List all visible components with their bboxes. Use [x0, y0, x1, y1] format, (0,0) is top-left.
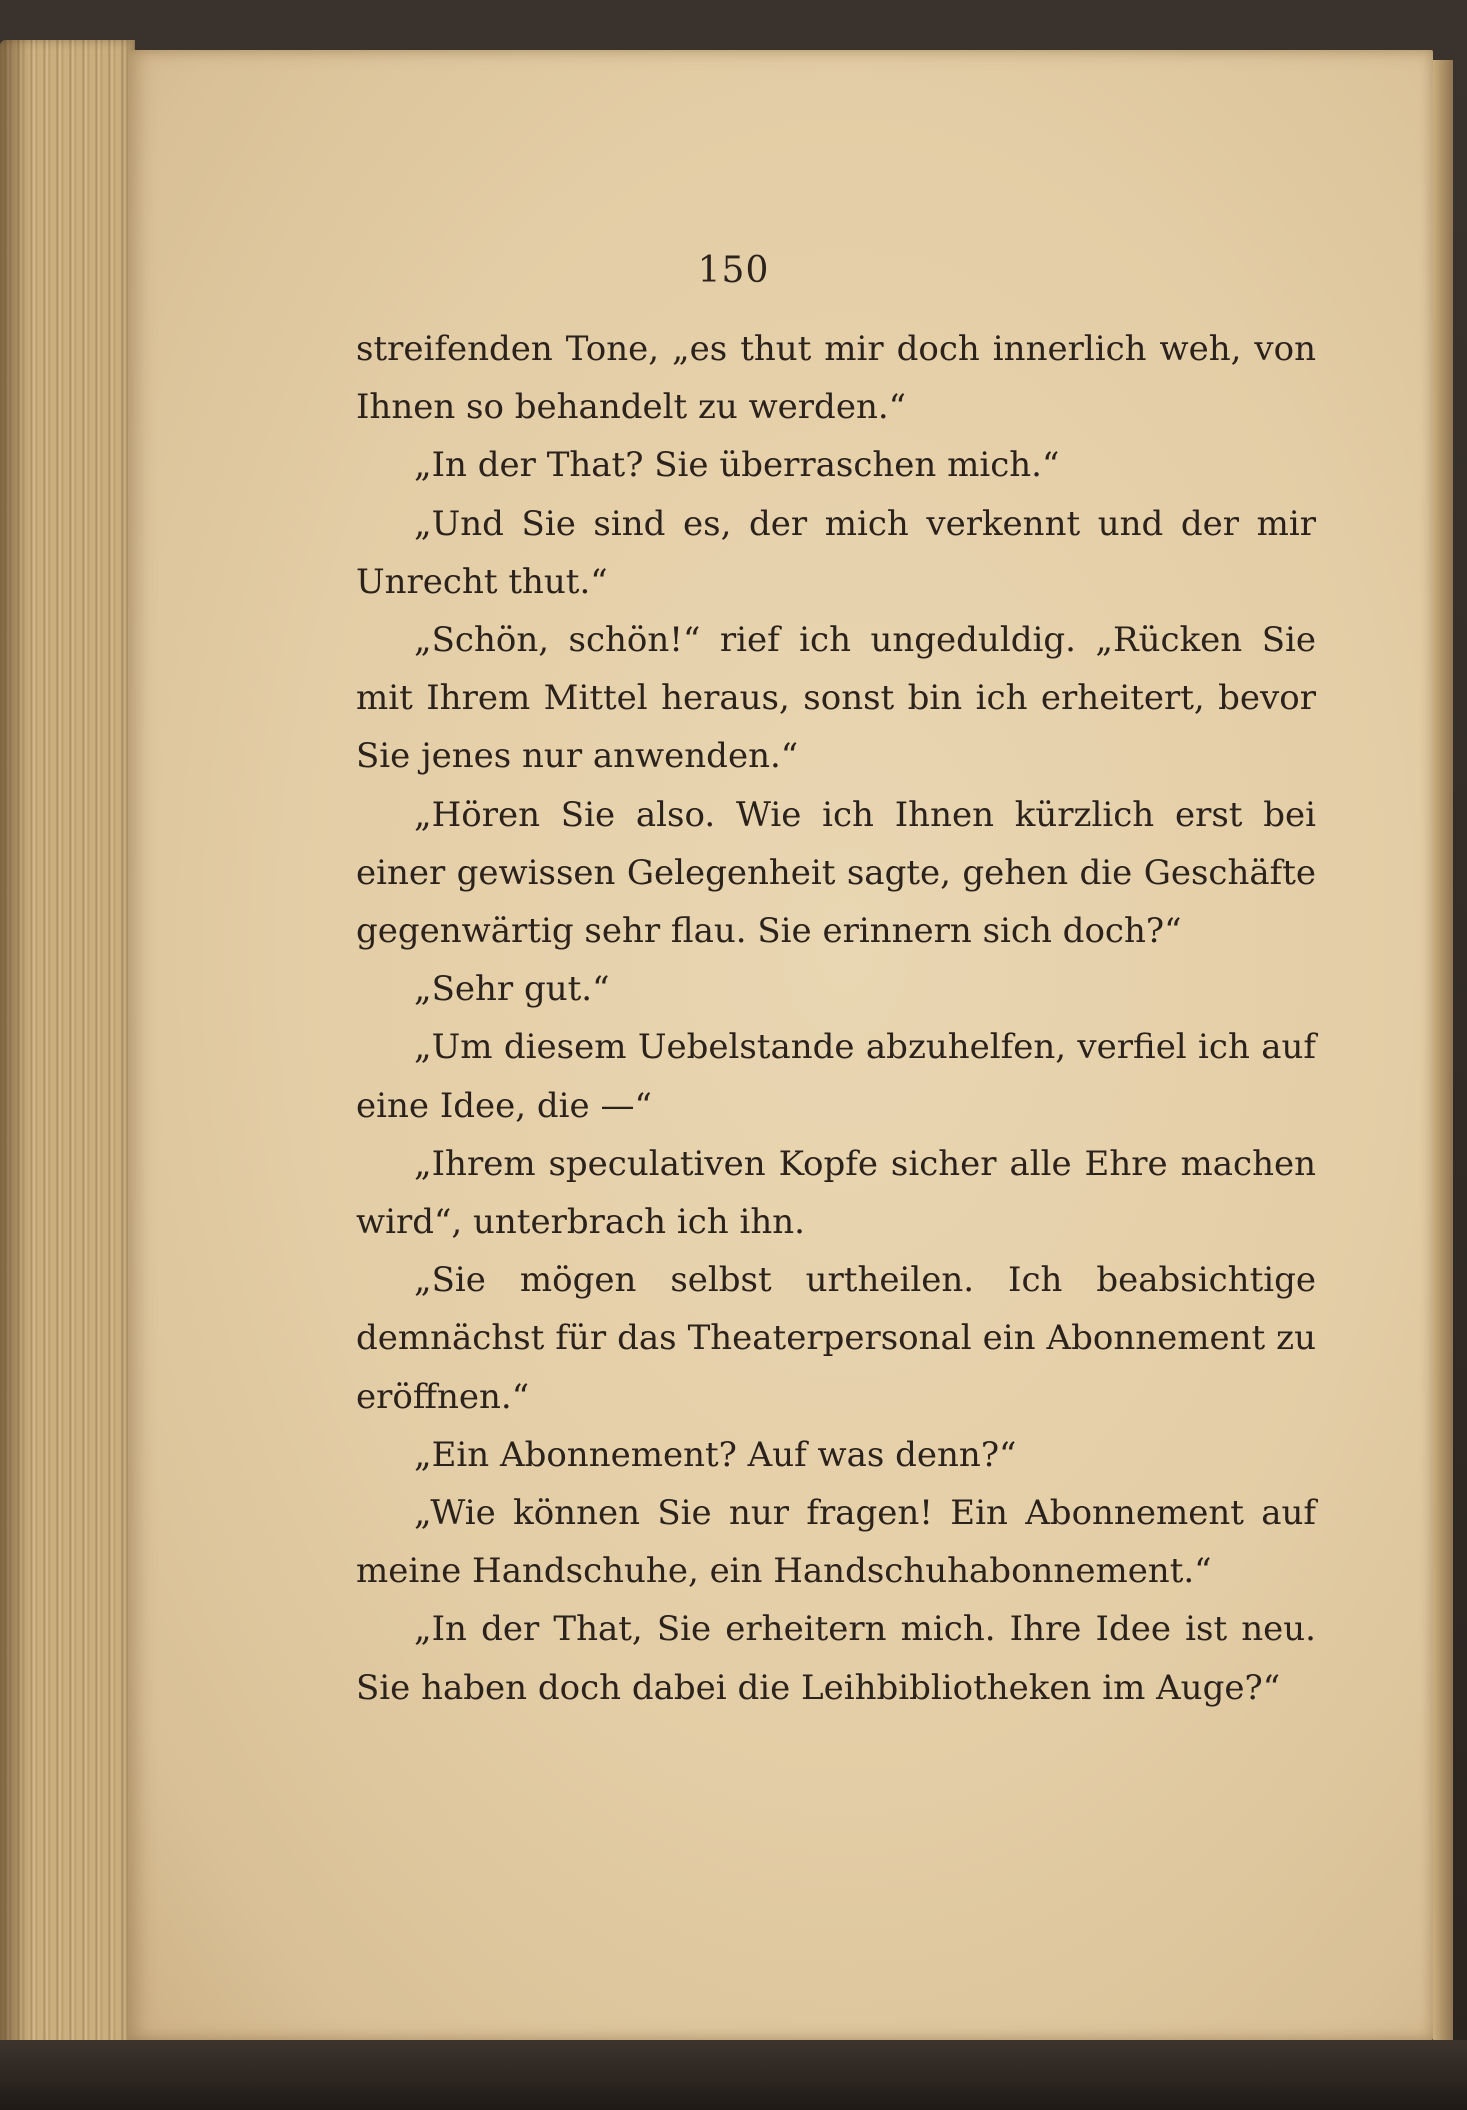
right-page-edge — [1433, 60, 1453, 2040]
paragraph: „In der That, Sie erheitern mich. Ihre Idee ist neu. Sie haben doch dabei die Leihbibliotheken im Auge?“ — [356, 1609, 1316, 1708]
paragraph: „Sehr gut.“ — [414, 969, 610, 1010]
paragraph: „In der That? Sie überraschen mich.“ — [414, 445, 1060, 486]
body-text — [356, 320, 1316, 1717]
paragraph: „Um diesem Uebelstande abzuhelfen, verfiel ich auf eine Idee, die —“ — [356, 1027, 1316, 1126]
paragraph: „Und Sie sind es, der mich verkennt und der mir Unrecht thut.“ — [356, 503, 1316, 602]
paragraph: „Hören Sie also. Wie ich Ihnen kürzlich erst bei einer gewissen Gelegenheit sagte, gehen die Geschäfte gegenwärtig sehr flau. Sie erinnern sich doch?“ — [356, 794, 1316, 952]
paragraph: „Ein Abonnement? Auf was denn?“ — [414, 1434, 1017, 1475]
bottom-binding — [0, 2040, 1467, 2110]
paragraph: „Ihrem speculativen Kopfe sicher alle Ehre machen wird“, unterbrach ich ihn. — [356, 1143, 1316, 1243]
page-edge-shadow — [0, 40, 30, 2050]
page-number: 150 — [697, 250, 770, 291]
paragraph: streifenden Tone, „es thut mir doch innerlich weh, von Ihnen so behandelt zu werden.“ — [356, 329, 1316, 428]
paragraph: „Sie mögen selbst urtheilen. Ich beabsichtige demnächst für das Theaterpersonal ein Abonnement zu eröffnen.“ — [356, 1260, 1316, 1417]
paragraph: „Schön, schön!“ rief ich ungeduldig. „Rücken Sie mit Ihrem Mittel heraus, sonst bin ich erheitert, bevor Sie jenes nur anwenden.“ — [356, 620, 1316, 777]
paragraph: „Wie können Sie nur fragen! Ein Abonnement auf meine Handschuhe, ein Handschuhabonnement.“ — [356, 1493, 1316, 1592]
